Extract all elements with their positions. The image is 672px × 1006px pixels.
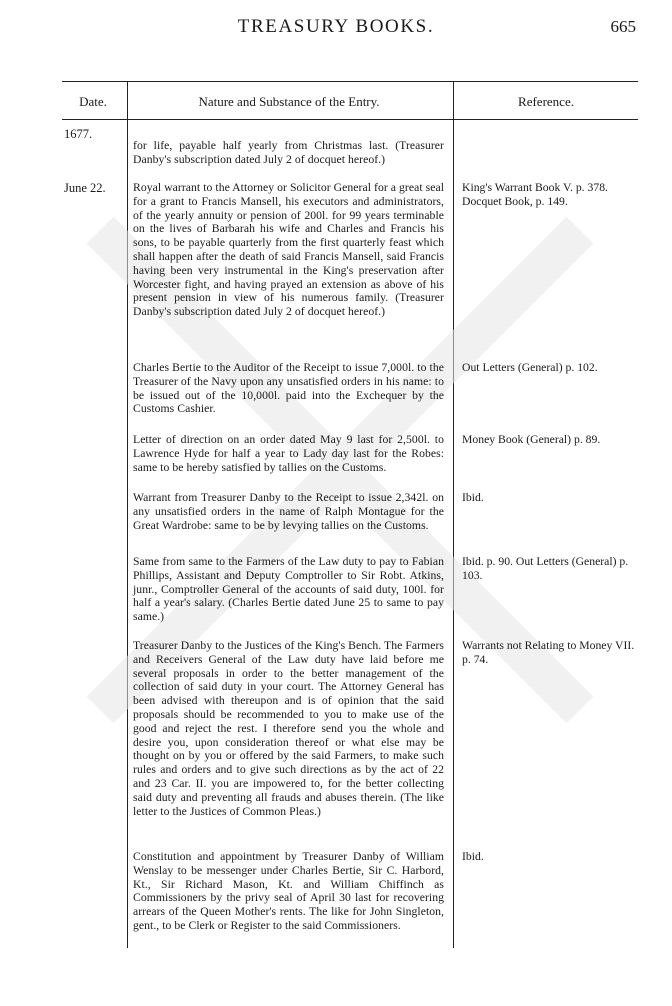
entry-reference: Warrants not Relating to Money VII. p. 74.: [462, 639, 635, 666]
entry-reference: Money Book (General) p. 89.: [462, 433, 601, 446]
entry-text: Treasurer Danby to the Justices of the King's Bench. The Farmers and Receivers General of the Law duty have laid before me several proposals in order to the better management of the collection of said duty in your court. The Attorney General has been advised with thereupon and is of opinion that the said proposals should be recommended to you to make use of the good and reject the rest. I therefore send you the whole and desire you, upon consideration thereof or what else may be thought on by you or offered by the said Farmers, to make such rules and orders and to give such directions as by the act of 22 and 23 Car. II. you are impowered to, for the better collecting said duty and preventing all frauds and abuses therein. (The like letter to the Justices of Common Pleas.): [133, 639, 444, 818]
column-divider-reference: [453, 81, 454, 948]
entry-text: Same from same to the Farmers of the Law duty to pay to Fabian Phillips, Assistant and Deputy Comptroller to Sir Robt. Atkins, junr., Comptroller General of the accounts of said duty, 100l. for half a year's salary. (Charles Bertie dated June 25 to same to pay same.): [133, 555, 444, 624]
entry-date: 1677.: [64, 127, 93, 141]
entry-text: Royal warrant to the Attorney or Solicitor General for a great seal for a grant to Francis Mansell, his executors and administrators, of the yearly annuity or pension of 200l. for 99 years terminable on the lives of Barbarah his wife and Charles and Francis his sons, to be payable quarterly from the first quarterly feast which shall happen after the death of said Francis Mansell, said Francis having been very instrumental in the King's preservation after Worcester fight, and having prayed an extension as above of his present pension in view of his numerous family. (Treasurer Danby's subscription dated July 2 of docquet hereof.): [133, 181, 444, 319]
column-header-date: Date.: [79, 94, 107, 109]
entry-reference: Ibid.: [462, 491, 484, 504]
entry-text: Letter of direction on an order dated May 9 last for 2,500l. to Lawrence Hyde for half a year to Lady day last for the Robes: same to be hereby satisfied by tallies on the Customs.: [133, 433, 444, 474]
entry-reference: Out Letters (General) p. 102.: [462, 361, 598, 374]
top-rule: [62, 81, 638, 82]
entry-text: Warrant from Treasurer Danby to the Receipt to issue 2,342l. on any unsatisfied orders in the name of Ralph Montague for the Great Wardrobe: same to be by levying tallies on the Customs.: [133, 491, 444, 532]
entry-reference: Ibid.: [462, 850, 484, 863]
header-rule: [62, 119, 638, 120]
column-header-reference: Reference.: [518, 94, 574, 109]
entry-text: Constitution and appointment by Treasurer Danby of William Wenslay to be messenger under Charles Bertie, Sir C. Harbord, Kt., Sir Richard Mason, Kt. and William Chiffinch as Commissioners by the privy seal of April 30 last for recovering arrears of the Queen Mother's rents. The like for John Singleton, gent., to be Clerk or Register to the said Commissioners.: [133, 850, 444, 932]
entry-date: June 22.: [64, 181, 106, 195]
running-title: TREASURY BOOKS.: [237, 16, 435, 37]
entry-reference: Ibid. p. 90. Out Letters (General) p. 103.: [462, 555, 629, 582]
column-divider-date: [127, 81, 128, 948]
entry-reference: King's Warrant Book V. p. 378. Docquet Book, p. 149.: [462, 181, 608, 208]
column-header-nature: Nature and Substance of the Entry.: [198, 94, 380, 109]
entry-text: for life, payable half yearly from Christmas last. (Treasurer Danby's subscription dated July 2 of docquet hereof.): [133, 139, 444, 166]
entry-text: Charles Bertie to the Auditor of the Receipt to issue 7,000l. to the Treasurer of the Navy upon any unsatisfied orders in his name: to be issued out of the 10,000l. paid into the Exchequer by the Customs Cashier.: [133, 361, 444, 416]
page-number: 665: [610, 17, 636, 36]
